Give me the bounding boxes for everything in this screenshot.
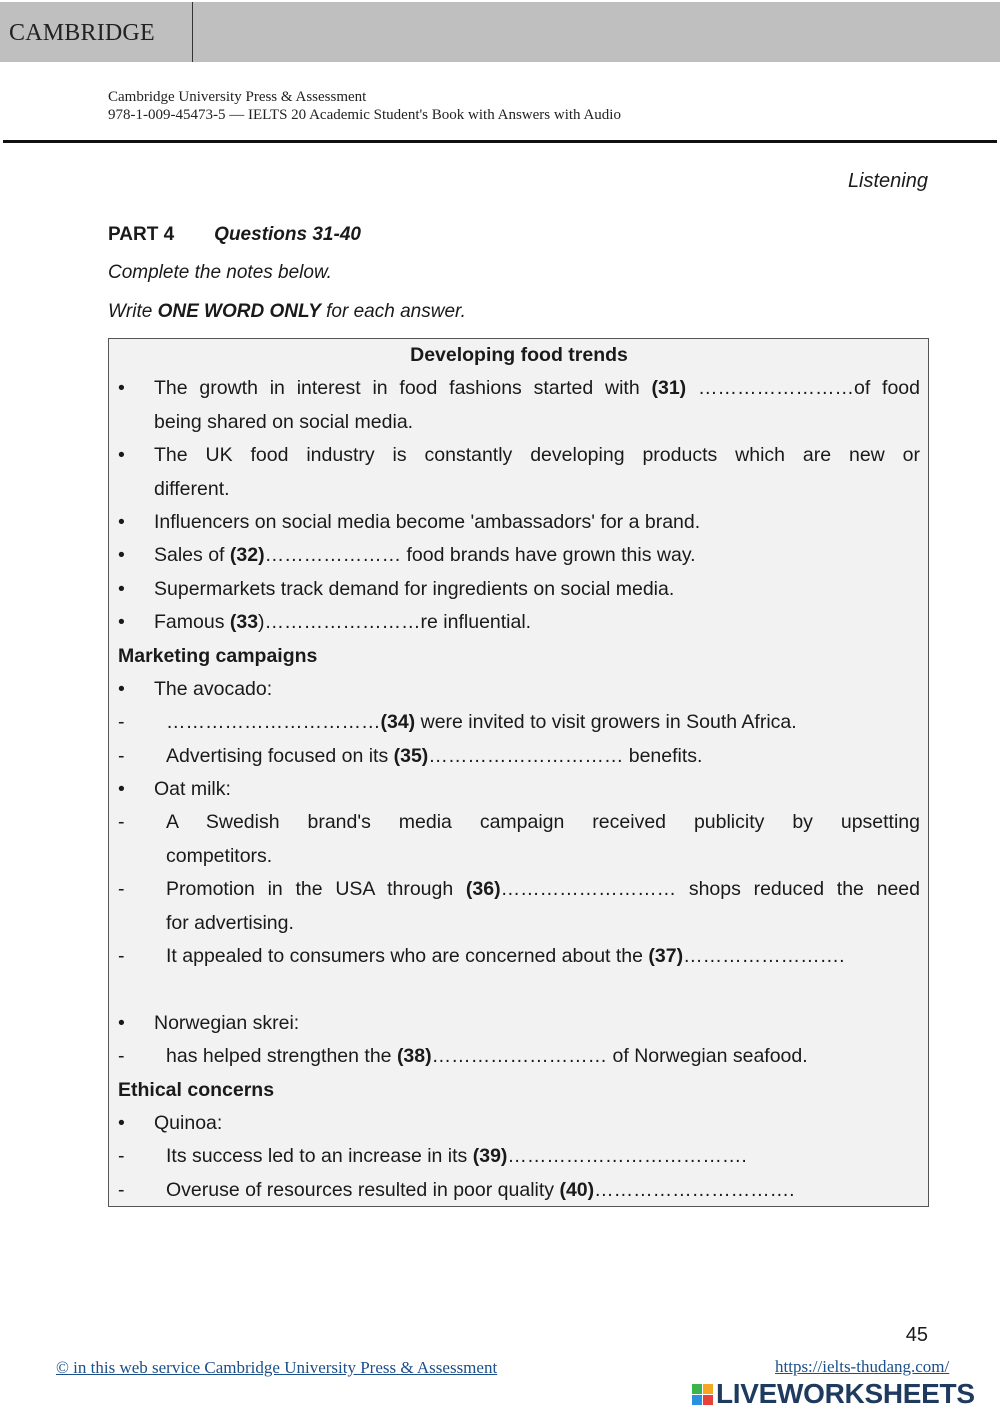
top-banner bbox=[0, 2, 1000, 62]
question-number: (36) bbox=[465, 878, 501, 901]
notes-subheading bbox=[118, 1074, 920, 1107]
page-number: 45 bbox=[905, 1324, 928, 1346]
note-text bbox=[166, 840, 920, 873]
note-text bbox=[166, 907, 920, 940]
notes-title: Developing food trends bbox=[410, 344, 628, 366]
dash-icon: - bbox=[118, 1045, 125, 1068]
question-number: (35) bbox=[393, 744, 429, 767]
note-text-segment: ……………………. bbox=[683, 945, 845, 968]
note-line bbox=[118, 940, 920, 973]
note-line bbox=[118, 439, 920, 472]
note-text bbox=[166, 1174, 920, 1207]
bullet-icon: • bbox=[118, 377, 125, 400]
note-text-segment: ……………………of food bbox=[686, 377, 920, 400]
question-number: (34) bbox=[380, 711, 416, 734]
instruction-text: Write bbox=[108, 301, 158, 322]
note-text-segment: has helped strengthen the bbox=[166, 1045, 397, 1068]
bullet-icon: • bbox=[118, 577, 125, 600]
dash-icon: - bbox=[118, 711, 125, 734]
note-text-segment: ………………… food brands have grown this way. bbox=[264, 544, 696, 567]
note-text-segment: for advertising. bbox=[166, 911, 294, 934]
dash-icon: - bbox=[118, 744, 125, 767]
note-line bbox=[118, 907, 920, 940]
note-line bbox=[118, 1174, 920, 1207]
note-text-segment: Advertising focused on its bbox=[166, 744, 394, 767]
dash-icon: - bbox=[118, 1145, 125, 1168]
note-text bbox=[118, 645, 317, 667]
note-text bbox=[166, 740, 920, 773]
note-line bbox=[118, 806, 920, 839]
dash-icon: - bbox=[118, 1178, 125, 1201]
note-text bbox=[154, 1007, 920, 1040]
note-line bbox=[118, 372, 920, 405]
book-title: 978-1-009-45473-5 — IELTS 20 Academic Student's Book with Answers with Audio bbox=[108, 107, 621, 123]
note-text bbox=[154, 1107, 920, 1140]
note-text bbox=[166, 1140, 920, 1173]
note-text bbox=[154, 673, 920, 706]
bullet-icon: • bbox=[118, 1111, 125, 1134]
note-text-segment: competitors. bbox=[166, 844, 273, 867]
notes-box bbox=[108, 338, 929, 1207]
instruction-emphasis: ONE WORD ONLY bbox=[157, 301, 321, 322]
note-text-segment: Famous bbox=[154, 611, 230, 634]
publication-info bbox=[108, 88, 621, 124]
notes-subheading bbox=[118, 640, 920, 673]
cambridge-logo: CAMBRIDGE bbox=[9, 20, 155, 46]
note-line bbox=[118, 873, 920, 906]
part-heading bbox=[108, 223, 361, 247]
note-line bbox=[118, 1007, 920, 1040]
bullet-icon: • bbox=[118, 544, 125, 567]
note-text-segment: )……………………re influential. bbox=[258, 611, 532, 634]
question-number: (32) bbox=[229, 544, 265, 567]
note-line bbox=[118, 406, 920, 439]
note-line bbox=[118, 740, 920, 773]
note-line bbox=[118, 539, 920, 572]
note-text bbox=[154, 439, 920, 472]
note-line bbox=[118, 1140, 920, 1173]
note-text bbox=[154, 773, 920, 806]
note-line bbox=[118, 773, 920, 806]
note-text-segment: Marketing campaigns bbox=[118, 644, 318, 667]
note-line bbox=[118, 673, 920, 706]
bullet-icon: • bbox=[118, 611, 125, 634]
instruction-2 bbox=[108, 300, 466, 324]
questions-range: Questions 31-40 bbox=[214, 224, 361, 245]
note-line bbox=[118, 606, 920, 639]
part-label: PART 4 bbox=[108, 224, 175, 245]
dash-icon: - bbox=[118, 945, 125, 968]
dash-icon: - bbox=[118, 878, 125, 901]
copyright-link[interactable]: © in this web service Cambridge University Press & Assessment bbox=[56, 1358, 498, 1377]
note-text-segment: ……………………… shops reduced the need bbox=[500, 878, 920, 901]
question-number: (33 bbox=[229, 611, 259, 634]
note-text bbox=[154, 406, 920, 439]
note-text bbox=[166, 940, 920, 973]
note-text bbox=[154, 473, 920, 506]
note-text-segment: It appealed to consumers who are concerned about the bbox=[166, 945, 649, 968]
note-text bbox=[166, 706, 920, 739]
note-text-segment: …………………………. bbox=[594, 1178, 795, 1201]
note-text-segment: The UK food industry is constantly developing products which are new or bbox=[154, 444, 920, 467]
note-text-segment: Quinoa: bbox=[154, 1111, 223, 1134]
note-text-segment: were invited to visit growers in South Africa. bbox=[415, 711, 797, 734]
liveworksheets-brand: LIVEWORKSHEETS bbox=[716, 1378, 975, 1409]
note-line bbox=[118, 1107, 920, 1140]
note-text-segment: Its success led to an increase in its bbox=[166, 1145, 473, 1168]
note-text bbox=[154, 372, 920, 405]
note-line bbox=[118, 506, 920, 539]
notes-content bbox=[118, 339, 920, 1207]
note-line bbox=[118, 706, 920, 739]
note-text-segment: The avocado: bbox=[154, 677, 273, 700]
question-number: (38) bbox=[396, 1045, 432, 1068]
note-text-segment: ………………………… benefits. bbox=[428, 744, 703, 767]
note-text bbox=[166, 1040, 920, 1073]
bullet-icon: • bbox=[118, 778, 125, 801]
question-number: (40) bbox=[559, 1178, 595, 1201]
note-text-segment: different. bbox=[154, 477, 230, 500]
note-text-segment: A Swedish brand's media campaign received publicity by upsetting bbox=[166, 811, 920, 834]
note-text bbox=[154, 506, 920, 539]
question-number: (31) bbox=[651, 377, 687, 400]
note-text-segment: …………………………… bbox=[166, 711, 381, 734]
question-number: (39) bbox=[472, 1145, 508, 1168]
note-text-segment: Influencers on social media become 'ambassadors' for a brand. bbox=[154, 510, 701, 533]
section-label: Listening bbox=[847, 170, 928, 192]
bullet-icon: • bbox=[118, 444, 125, 467]
note-text-segment: Ethical concerns bbox=[118, 1078, 275, 1101]
dash-icon: - bbox=[118, 811, 125, 834]
note-text-segment: The growth in interest in food fashions started with bbox=[154, 377, 652, 400]
note-text-segment: Norwegian skrei: bbox=[154, 1011, 300, 1034]
website-link[interactable]: https://ielts-thudang.com/ bbox=[775, 1357, 950, 1376]
bullet-icon: • bbox=[118, 510, 125, 533]
note-line bbox=[118, 840, 920, 873]
note-text bbox=[166, 873, 920, 906]
note-text-segment: being shared on social media. bbox=[154, 410, 414, 433]
note-text-segment: Overuse of resources resulted in poor quality bbox=[166, 1178, 560, 1201]
note-text-segment: Sales of bbox=[154, 544, 230, 567]
instruction-text: for each answer. bbox=[320, 301, 466, 322]
instruction-1: Complete the notes below. bbox=[108, 262, 332, 283]
bullet-icon: • bbox=[118, 1011, 125, 1034]
note-line bbox=[118, 573, 920, 606]
note-text-segment: Oat milk: bbox=[154, 778, 231, 801]
publisher: Cambridge University Press & Assessment bbox=[108, 89, 367, 105]
bullet-icon: • bbox=[118, 677, 125, 700]
question-number: (37) bbox=[648, 945, 684, 968]
note-text-segment: ………………………………. bbox=[507, 1145, 747, 1168]
note-line bbox=[118, 473, 920, 506]
note-text bbox=[154, 539, 920, 572]
note-text-segment: ……………………… of Norwegian seafood. bbox=[431, 1045, 808, 1068]
note-text bbox=[166, 806, 920, 839]
note-line bbox=[118, 1040, 920, 1073]
note-text-segment: Promotion in the USA through bbox=[166, 878, 466, 901]
liveworksheets-icon bbox=[692, 1384, 713, 1405]
note-text bbox=[118, 1079, 274, 1101]
liveworksheets-logo bbox=[692, 1380, 975, 1408]
blank-line bbox=[118, 973, 920, 1006]
header-rule bbox=[3, 140, 997, 143]
note-text-segment: Supermarkets track demand for ingredients on social media. bbox=[154, 577, 675, 600]
banner-divider bbox=[192, 2, 193, 62]
note-text bbox=[154, 606, 920, 639]
note-text bbox=[154, 573, 920, 606]
